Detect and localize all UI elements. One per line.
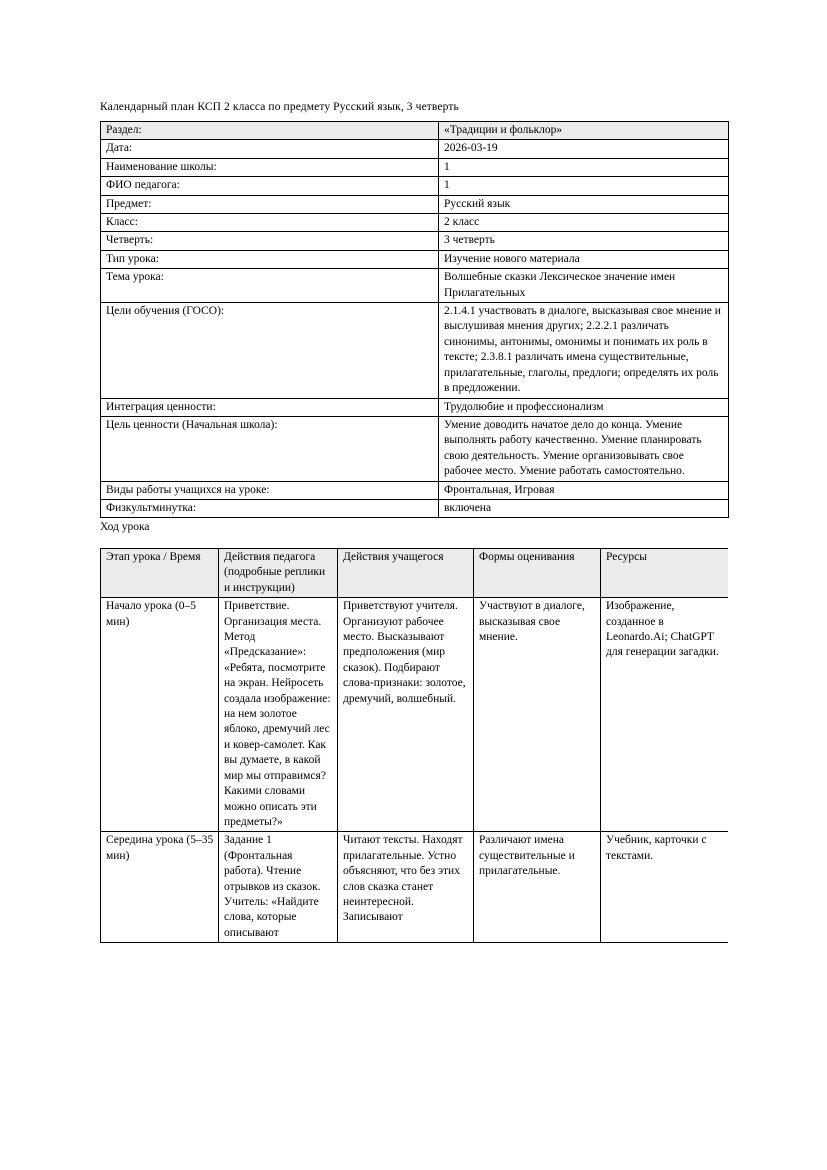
info-value-cell: 2026-03-19 (439, 140, 729, 158)
table-row (101, 598, 729, 832)
info-label-cell: Предмет: (101, 195, 439, 213)
page-title: Календарный план КСП 2 класса по предмету Русский язык, 3 четверть (100, 101, 459, 113)
info-value-cell: Фронтальная, Игровая (439, 481, 729, 499)
lesson-flow-heading: Ход урока (100, 521, 150, 534)
table-row (101, 232, 729, 250)
info-value-cell: 2.1.4.1 участвовать в диалоге, высказывая свое мнение и выслушивая мнения других; 2.2.2.1 различать синонимы, антонимы, омонимы и понимать их роль в тексте; 2.3.8.1 различать имена существительные, прилагательные, глаголы, предлоги; определять их роль в предложении. (439, 303, 729, 398)
column-header: Формы оценивания (474, 549, 601, 598)
stage-cell: Середина урока (5–35 мин) (101, 832, 219, 943)
info-label-cell: Тип урока: (101, 250, 439, 268)
info-label-cell: Четверть: (101, 232, 439, 250)
table-row (101, 250, 729, 268)
lesson-flow-body (101, 598, 729, 943)
column-header: Действия учащегося (338, 549, 474, 598)
lesson-flow-clip (100, 548, 728, 1062)
table-row (101, 214, 729, 232)
info-label-cell: Цель ценности (Начальная школа): (101, 416, 439, 481)
info-value-cell: «Традиции и фольклор» (439, 122, 729, 140)
info-value-cell: 1 (439, 177, 729, 195)
resources-cell: Учебник, карточки с текстами. (601, 832, 729, 943)
table-row (101, 195, 729, 213)
column-header: Действия педагога (подробные реплики и инструкции) (219, 549, 338, 598)
info-label-cell: Физкультминутка: (101, 499, 439, 517)
stage-cell: Начало урока (0–5 мин) (101, 598, 219, 832)
table-row (101, 140, 729, 158)
column-header: Ресурсы (601, 549, 729, 598)
table-row (101, 416, 729, 481)
table-row (101, 398, 729, 416)
lesson-info-body (101, 122, 729, 518)
info-label-cell: Тема урока: (101, 269, 439, 303)
info-value-cell: Русский язык (439, 195, 729, 213)
info-value-cell: 3 четверть (439, 232, 729, 250)
resources-cell: Изображение, созданное в Leonardo.Ai; ChatGPT для генерации загадки. (601, 598, 729, 832)
info-label-cell: Дата: (101, 140, 439, 158)
info-value-cell: Волшебные сказки Лексическое значение имен Прилагательных (439, 269, 729, 303)
lesson-flow-table (100, 548, 728, 943)
info-label-cell: ФИО педагога: (101, 177, 439, 195)
info-label-cell: Цели обучения (ГОСО): (101, 303, 439, 398)
table-row (101, 122, 729, 140)
info-label-cell: Наименование школы: (101, 158, 439, 176)
info-value-cell: включена (439, 499, 729, 517)
teacher-actions-cell: Приветствие. Организация места. Метод «Предсказание»: «Ребята, посмотрите на экран. Нейросеть создала изображение: на нем золотое яблоко, дремучий лес и ковер-самолет. Как вы думаете, в какой мир мы отправимся? Какими словами можно описать эти предметы?» (219, 598, 338, 832)
info-value-cell: Изучение нового материала (439, 250, 729, 268)
assessment-cell: Различают имена существительные и прилагательные. (474, 832, 601, 943)
student-actions-cell: Читают тексты. Находят прилагательные. Устно объясняют, что без этих слов сказка станет неинтересной. Записывают (338, 832, 474, 943)
assessment-cell: Участвуют в диалоге, высказывая свое мнение. (474, 598, 601, 832)
table-row (101, 269, 729, 303)
table-row (101, 832, 729, 943)
table-header-row (101, 549, 729, 598)
document-content (100, 100, 728, 539)
student-actions-cell: Приветствуют учителя. Организуют рабочее место. Высказывают предположения (мир сказок). Подбирают слова-признаки: золотое, дремучий, волшебный. (338, 598, 474, 832)
info-value-cell: Трудолюбие и профессионализм (439, 398, 729, 416)
info-label-cell: Интеграция ценности: (101, 398, 439, 416)
table-row (101, 499, 729, 517)
teacher-actions-cell: Задание 1 (Фронтальная работа). Чтение отрывков из сказок. Учитель: «Найдите слова, которые описывают (219, 832, 338, 943)
lesson-info-table (100, 121, 729, 518)
table-row (101, 303, 729, 398)
info-value-cell: Умение доводить начатое дело до конца. Умение выполнять работу качественно. Умение планировать свою деятельность. Умение организовывать свое рабочее место. Умение работать самостоятельно. (439, 416, 729, 481)
info-value-cell: 2 класс (439, 214, 729, 232)
info-value-cell: 1 (439, 158, 729, 176)
table-row (101, 177, 729, 195)
info-label-cell: Виды работы учащихся на уроке: (101, 481, 439, 499)
table-row (101, 158, 729, 176)
info-label-cell: Класс: (101, 214, 439, 232)
info-label-cell: Раздел: (101, 122, 439, 140)
column-header: Этап урока / Время (101, 549, 219, 598)
table-row (101, 481, 729, 499)
